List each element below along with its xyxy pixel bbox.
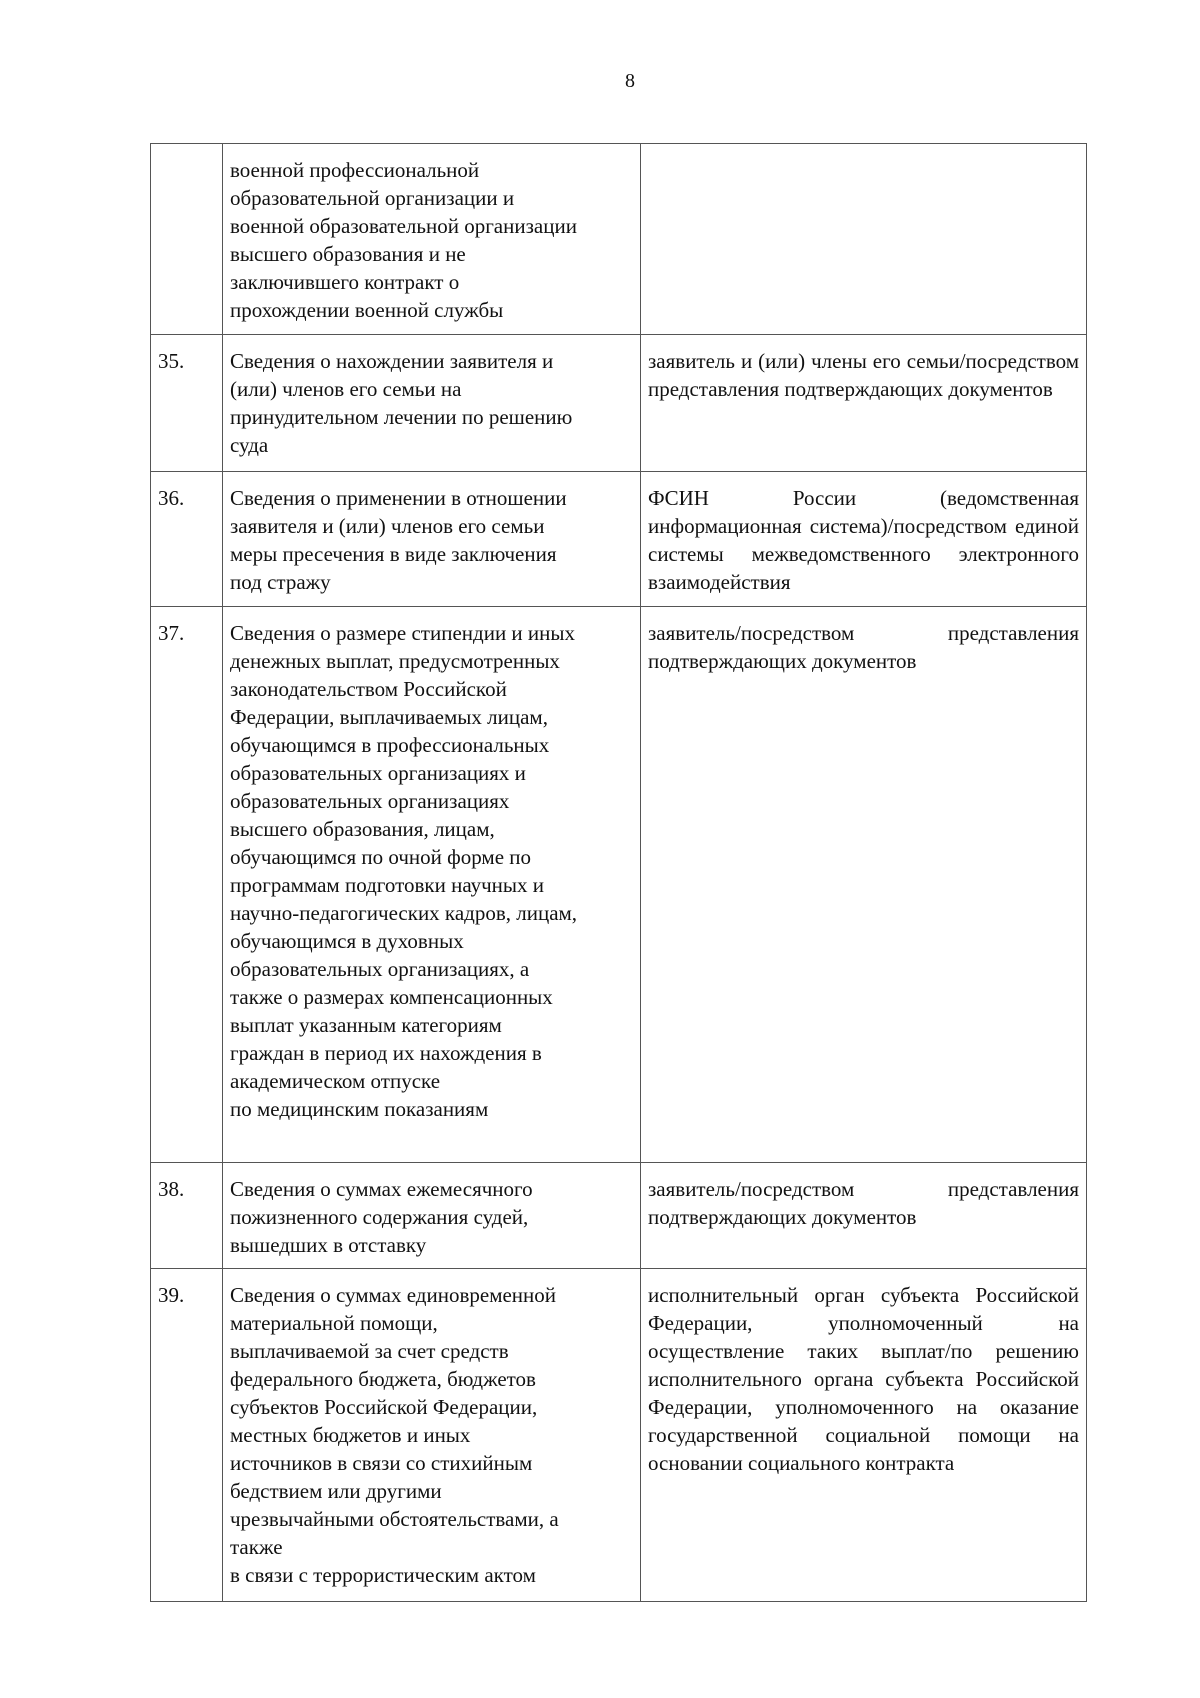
source-cell: заявитель/посредством представления подтверждающих документов bbox=[641, 1163, 1087, 1269]
page-number: 8 bbox=[625, 70, 635, 92]
table-row bbox=[151, 472, 1087, 607]
source-cell: заявитель и (или) члены его семьи/посредством представления подтверждающих документов bbox=[641, 335, 1087, 472]
table-row bbox=[151, 607, 1087, 1163]
document-table bbox=[150, 143, 1087, 1602]
info-cell: Сведения о суммах ежемесячного пожизненного содержания судей, вышедших в отставку bbox=[223, 1163, 641, 1269]
source-cell: заявитель/посредством представления подтверждающих документов bbox=[641, 607, 1087, 1163]
row-number: 37. bbox=[151, 607, 223, 1163]
row-number: 36. bbox=[151, 472, 223, 607]
info-cell: Сведения о суммах единовременной материальной помощи, выплачиваемой за счет средств федерального бюджета, бюджетов субъектов Российской Федерации, местных бюджетов и иных источников в связи со стихийным бедствием или другими чрезвычайными обстоятельствами, а также в связи с террористическим актом bbox=[223, 1269, 641, 1602]
info-cell: Сведения о нахождении заявителя и (или) членов его семьи на принудительном лечении по решению суда bbox=[223, 335, 641, 472]
table-row bbox=[151, 1269, 1087, 1602]
table-row bbox=[151, 1163, 1087, 1269]
row-number: 38. bbox=[151, 1163, 223, 1269]
table-row bbox=[151, 335, 1087, 472]
info-cell: Сведения о применении в отношении заявителя и (или) членов его семьи меры пресечения в виде заключения под стражу bbox=[223, 472, 641, 607]
row-number: 35. bbox=[151, 335, 223, 472]
table-row bbox=[151, 144, 1087, 335]
info-cell: военной профессиональной образовательной организации и военной образовательной организации высшего образования и не заключившего контракт о прохождении военной службы bbox=[223, 144, 641, 335]
source-cell: ФСИН России (ведомственная информационная система)/посредством единой системы межведомственного электронного взаимодействия bbox=[641, 472, 1087, 607]
info-cell: Сведения о размере стипендии и иных денежных выплат, предусмотренных законодательством Российской Федерации, выплачиваемых лицам, обучающимся в профессиональных образовательных организациях и образовательных организациях высшего образования, лицам, обучающимся по очной форме по программам подготовки научных и научно-педагогических кадров, лицам, обучающимся в духовных образовательных организациях, а также о размерах компенсационных выплат указанным категориям граждан в период их нахождения в академическом отпуске по медицинским показаниям bbox=[223, 607, 641, 1163]
row-number bbox=[151, 144, 223, 335]
source-cell bbox=[641, 144, 1087, 335]
row-number: 39. bbox=[151, 1269, 223, 1602]
source-cell: исполнительный орган субъекта Российской Федерации, уполномоченный на осуществление таких выплат/по решению исполнительного органа субъекта Российской Федерации, уполномоченного на оказание государственной социальной помощи на основании социального контракта bbox=[641, 1269, 1087, 1602]
